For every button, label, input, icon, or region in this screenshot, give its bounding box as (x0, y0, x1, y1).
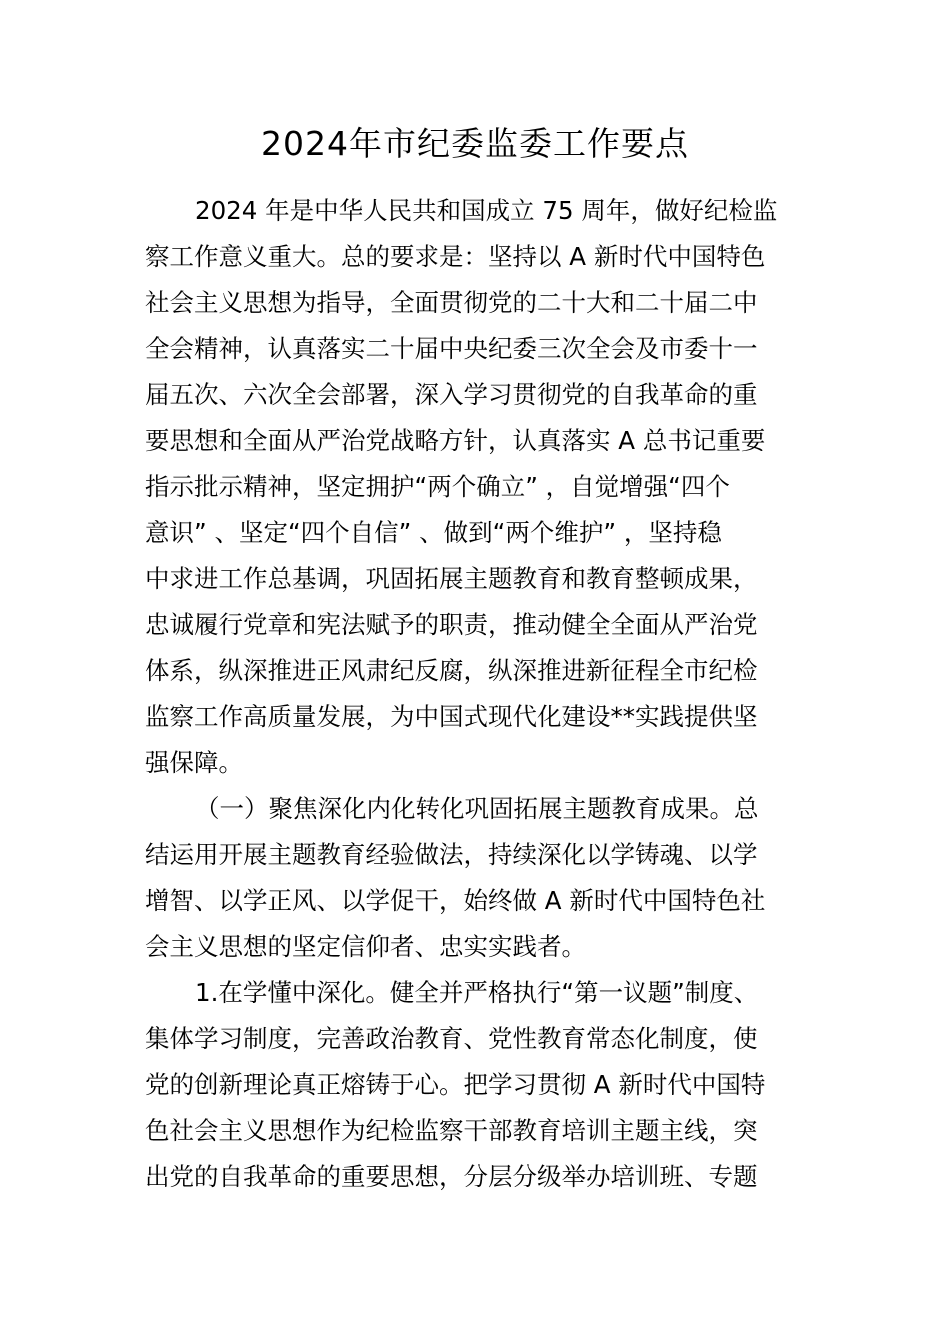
paragraph-line: 意识” 、坚定“四个自信” 、做到“两个维护” ，坚持稳 (145, 518, 722, 547)
paragraph-line: 结运用开展主题教育经验做法，持续深化以学铸魂、以学 (145, 840, 758, 869)
paragraph-line: 中求进工作总基调，巩固拓展主题教育和教育整顿成果， (145, 564, 758, 593)
paragraph-line: 色社会主义思想作为纪检监察干部教育培训主题主线，突 (145, 1116, 758, 1145)
subsection-line: 1.在学懂中深化。健全并严格执行“第一议题”制度、 (195, 978, 759, 1007)
paragraph-line: 监察工作高质量发展，为中国式现代化建设**实践提供坚 (145, 702, 758, 731)
paragraph-line: 强保障。 (145, 748, 243, 777)
paragraph-line: 党的创新理论真正熔铸于心。把学习贯彻 A 新时代中国特 (145, 1070, 766, 1099)
section-heading-line: （一）聚焦深化内化转化巩固拓展主题教育成果。总 (195, 794, 759, 823)
paragraph-line: 届五次、六次全会部署，深入学习贯彻党的自我革命的重 (145, 380, 758, 409)
document-title: 2024年市纪委监委工作要点 (261, 124, 689, 163)
paragraph-line: 增智、以学正风、以学促干，始终做 A 新时代中国特色社 (145, 886, 766, 915)
paragraph-line: 出党的自我革命的重要思想，分层分级举办培训班、专题 (145, 1162, 758, 1191)
paragraph-line: 会主义思想的坚定信仰者、忠实实践者。 (145, 932, 586, 961)
paragraph-line: 忠诚履行党章和宪法赋予的职责，推动健全全面从严治党 (145, 610, 758, 639)
paragraph-line: 体系，纵深推进正风肃纪反腐，纵深推进新征程全市纪检 (145, 656, 758, 685)
paragraph-line: 指示批示精神，坚定拥护“两个确立” ，自觉增强“四个 (145, 472, 730, 501)
paragraph-line: 要思想和全面从严治党战略方针，认真落实 A 总书记重要 (145, 426, 766, 455)
paragraph-line: 集体学习制度，完善政治教育、党性教育常态化制度，使 (145, 1024, 758, 1053)
paragraph-line: 全会精神，认真落实二十届中央纪委三次全会及市委十一 (145, 334, 758, 363)
paragraph-line: 2024 年是中华人民共和国成立 75 周年，做好纪检监 (195, 196, 778, 225)
paragraph-line: 社会主义思想为指导，全面贯彻党的二十大和二十届二中 (145, 288, 758, 317)
paragraph-line: 察工作意义重大。总的要求是：坚持以 A 新时代中国特色 (145, 242, 766, 271)
